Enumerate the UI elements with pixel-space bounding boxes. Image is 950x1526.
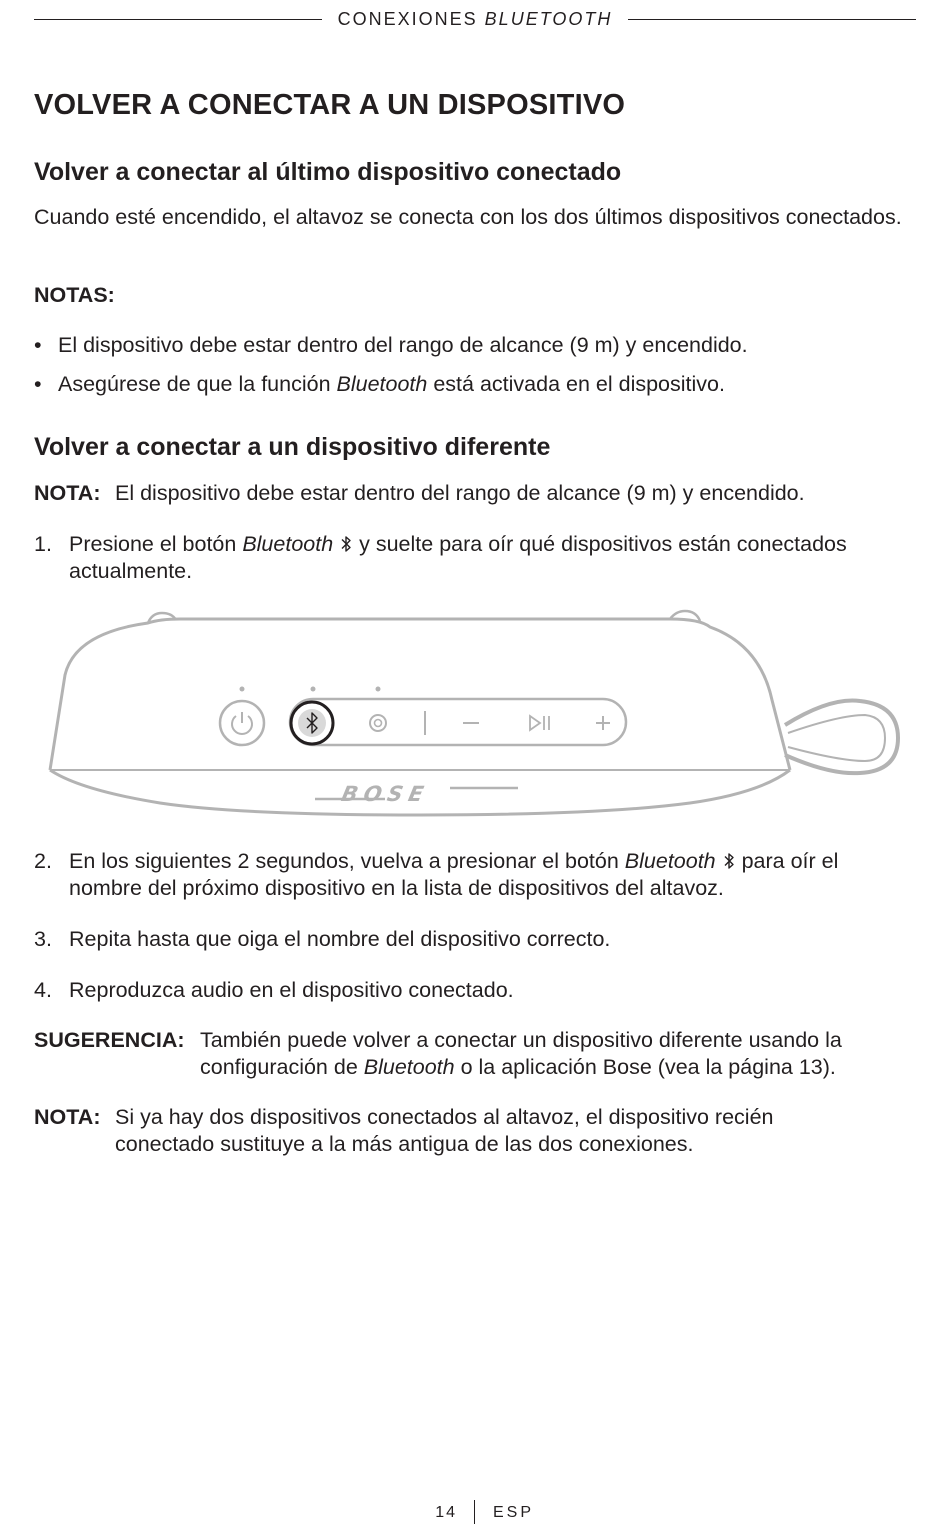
speaker-illustration [40, 605, 910, 825]
step-number: 2. [34, 849, 52, 873]
power-button [220, 701, 264, 745]
page-number: 14 [435, 1504, 457, 1521]
bluetooth-icon [722, 852, 736, 870]
speaker-strap [785, 701, 898, 774]
step-text: En los siguientes 2 segundos, vuelva a presionar el botón Bluetooth para oír el nombre del próximo dispositivo en la lista de dispositivos del altavoz. [69, 849, 839, 900]
bose-logo [315, 782, 518, 807]
source-indicator [376, 687, 381, 692]
svg-text:BOSE: BOSE [339, 782, 432, 807]
section1-body: Cuando esté encendido, el altavoz se conecta con los dos últimos dispositivos conectados. [34, 205, 902, 229]
language-code: ESP [493, 1504, 535, 1521]
speaker-body-outline [50, 619, 790, 770]
play-pause-button [530, 716, 549, 730]
section2-heading: Volver a conectar a un dispositivo diferente [34, 433, 551, 461]
note-label: NOTA: [34, 481, 101, 505]
note-text: Si ya hay dos dispositivos conectados al altavoz, el dispositivo recién conectado sustituye a la más antigua de las dos conexiones. [115, 1105, 774, 1156]
note-label: NOTA: [34, 1105, 101, 1129]
volume-up-button [596, 716, 610, 730]
section-header-italic: BLUETOOTH [484, 9, 613, 29]
tip-text: También puede volver a conectar un dispositivo diferente usando la configuración de Bluetooth o la aplicación Bose (vea la página 13). [200, 1028, 842, 1079]
section-header-text: CONEXIONES [337, 9, 485, 29]
step-number: 3. [34, 927, 52, 951]
header-rule-right [628, 19, 916, 20]
bullet-text: Asegúrese de que la función Bluetooth está activada en el dispositivo. [58, 372, 725, 396]
bullet-text: El dispositivo debe estar dentro del rango de alcance (9 m) y encendido. [58, 333, 748, 357]
control-bar [290, 699, 626, 745]
note-text: El dispositivo debe estar dentro del rango de alcance (9 m) y encendido. [115, 481, 805, 505]
power-indicator [240, 687, 245, 692]
tip-label: SUGERENCIA: [34, 1028, 185, 1052]
page-title: VOLVER A CONECTAR A UN DISPOSITIVO [34, 89, 626, 121]
bullet-dot: • [34, 372, 42, 396]
section1-heading: Volver a conectar al último dispositivo conectado [34, 158, 622, 186]
step-text: Reproduzca audio en el dispositivo conectado. [69, 978, 514, 1002]
step-text: Presione el botón Bluetooth y suelte para oír qué dispositivos están conectados actualmente. [69, 532, 847, 583]
notes-label: NOTAS: [34, 283, 115, 307]
source-button [370, 715, 386, 731]
bluetooth-button [291, 702, 333, 744]
bullet-dot: • [34, 333, 42, 357]
page-footer [0, 1500, 950, 1526]
step-number: 4. [34, 978, 52, 1002]
bluetooth-icon [339, 535, 353, 553]
footer-separator [474, 1500, 475, 1524]
step-number: 1. [34, 532, 52, 556]
bluetooth-indicator [311, 687, 316, 692]
step-text: Repita hasta que oiga el nombre del dispositivo correcto. [69, 927, 611, 951]
running-header [34, 8, 916, 32]
